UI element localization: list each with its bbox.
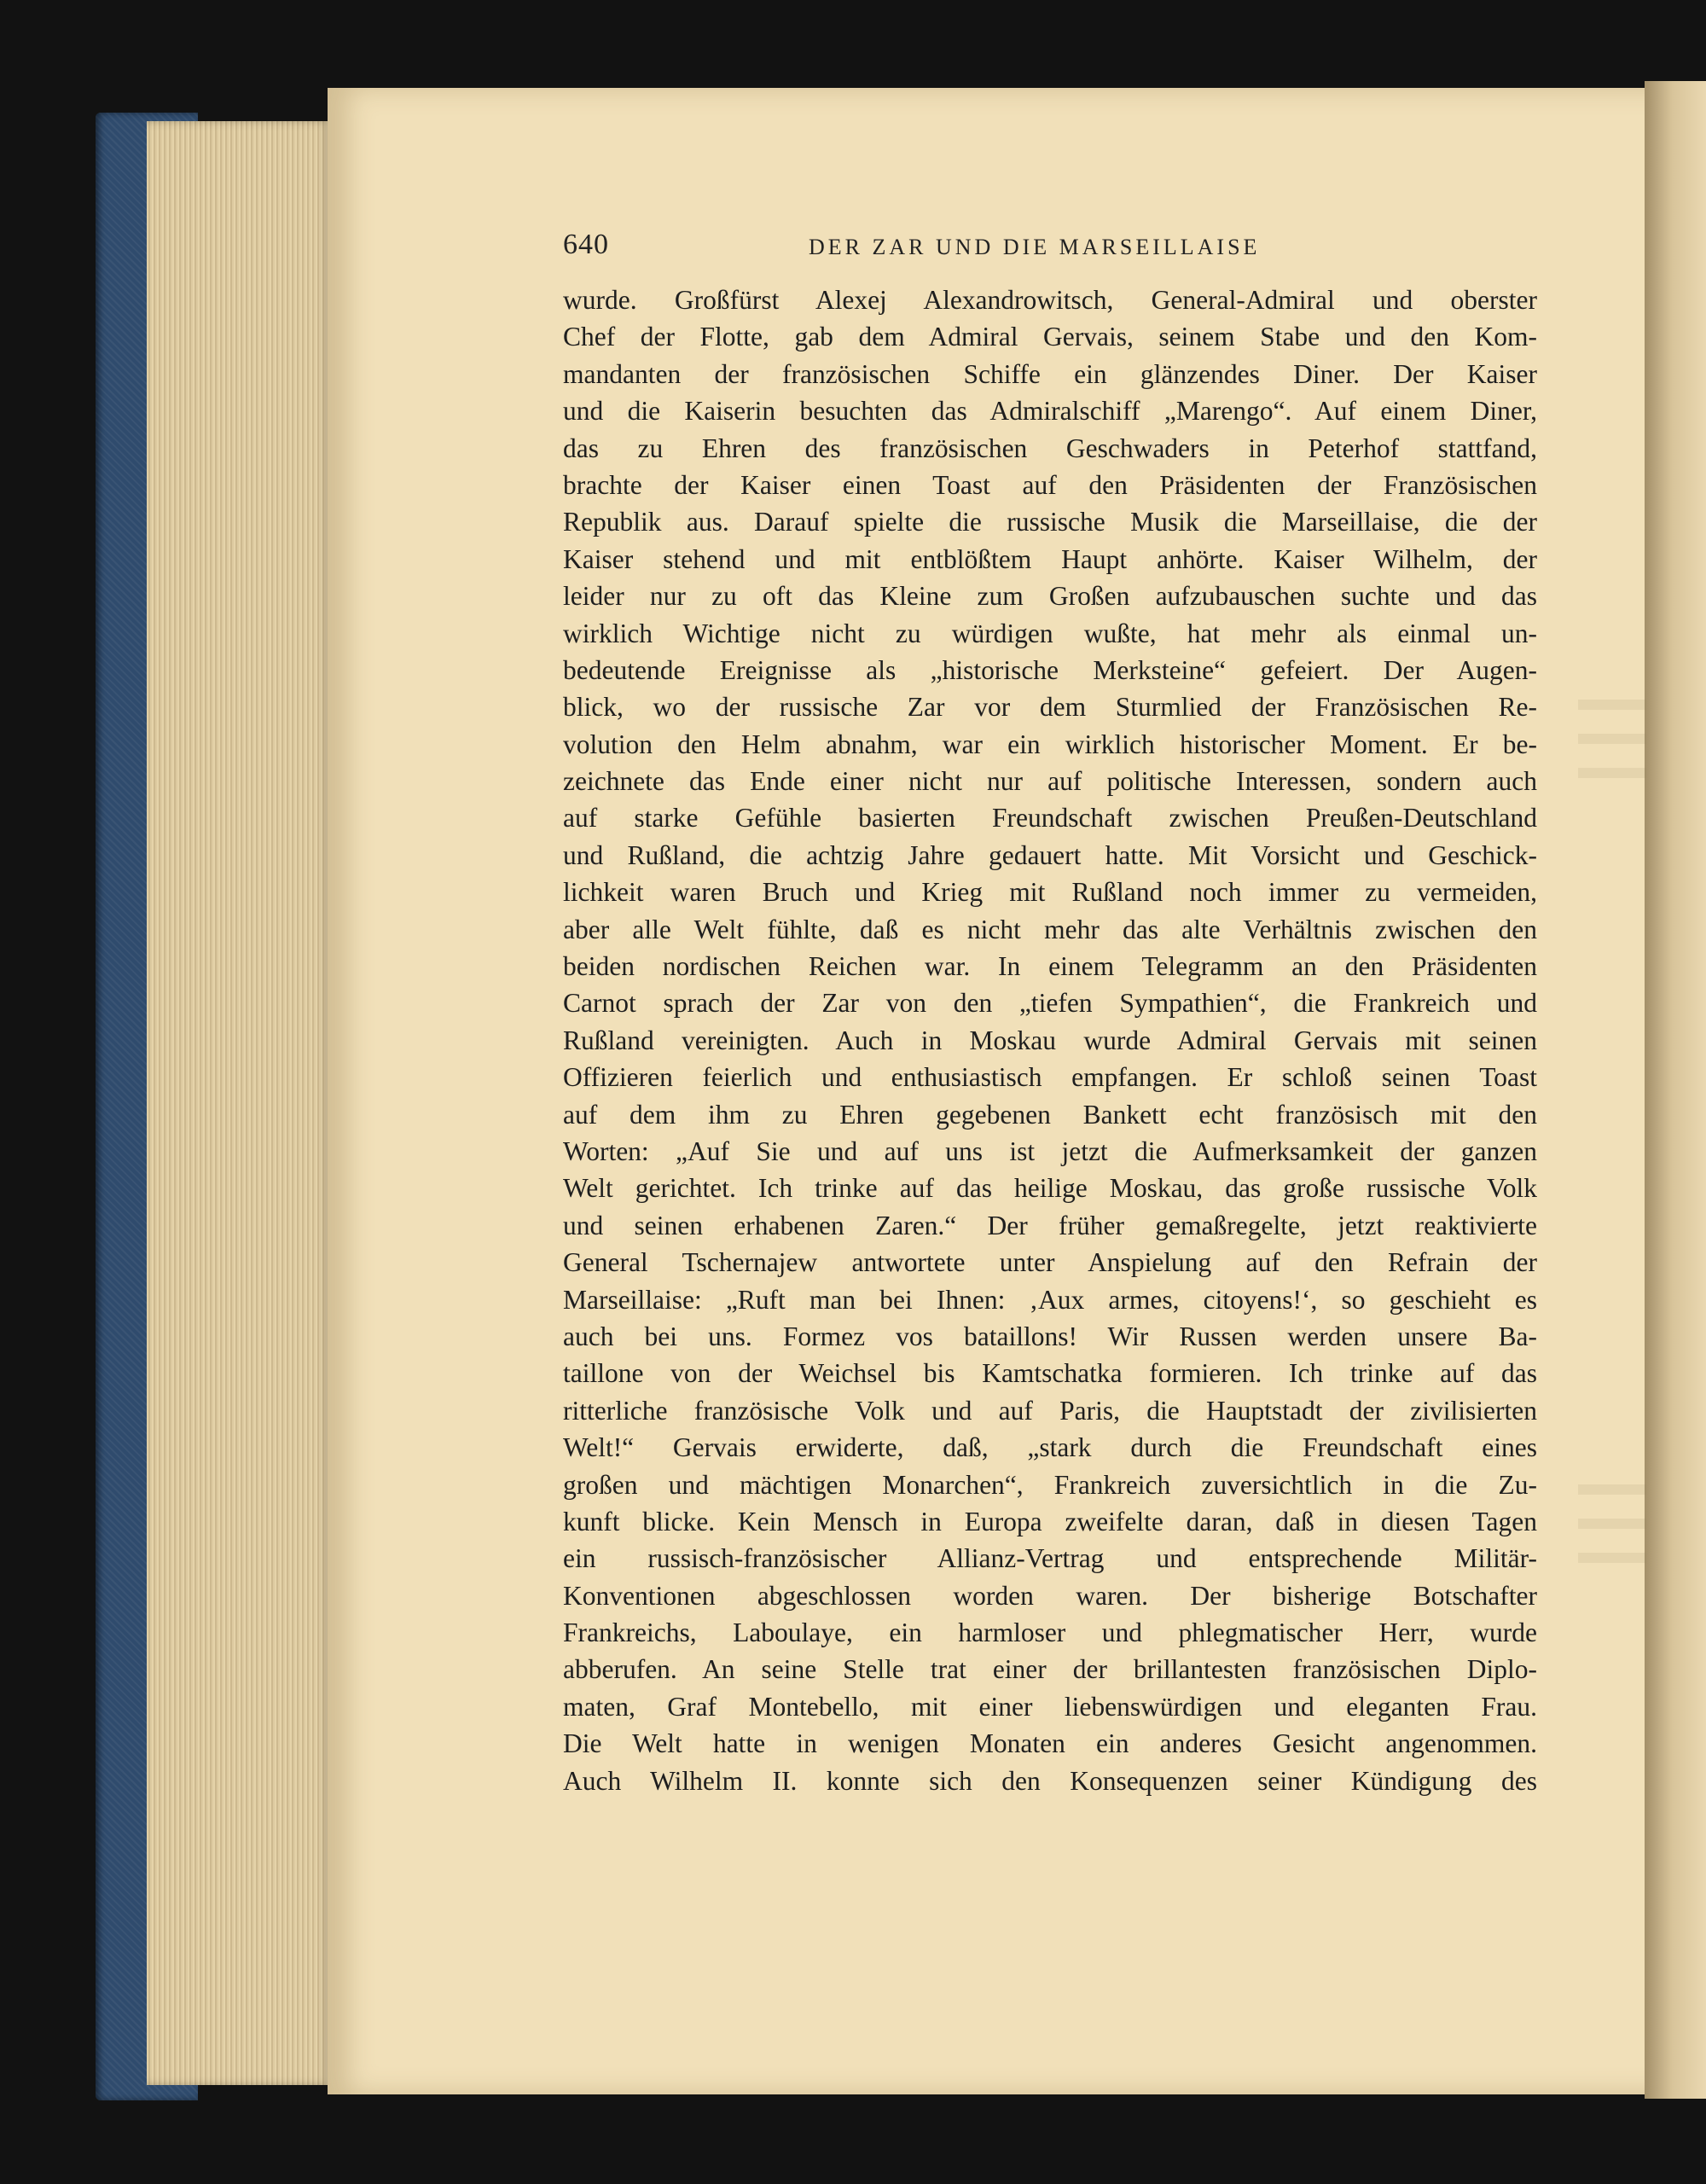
text-line: Worten: „Auf Sie und auf uns ist jetzt die Aufmerksamkeit der ganzen	[563, 1136, 1537, 1166]
page-number: 640	[563, 229, 609, 260]
text-line: kunft blicke. Kein Mensch in Europa zweifelte daran, daß in diesen Tagen	[563, 1506, 1537, 1536]
text-line: volution den Helm abnahm, war ein wirklich historischer Moment. Er be-	[563, 729, 1537, 759]
text-line: General Tschernajew antwortete unter Anspielung auf den Refrain der	[563, 1247, 1537, 1278]
text-line: Konventionen abgeschlossen worden waren. Der bisherige Botschafter	[563, 1580, 1537, 1611]
text-line: leider nur zu oft das Kleine zum Großen aufzubauschen suchte und das	[563, 581, 1537, 612]
text-line: Auch Wilhelm II. konnte sich den Konsequenzen seiner Kündigung des	[563, 1765, 1537, 1796]
text-line: brachte der Kaiser einen Toast auf den Präsidenten der Französischen	[563, 469, 1537, 500]
text-line: aber alle Welt fühlte, daß es nicht mehr das alte Verhältnis zwischen den	[563, 914, 1537, 944]
text-line: Marseillaise: „Ruft man bei Ihnen: ‚Aux armes, citoyens!‘, so geschieht es	[563, 1284, 1537, 1315]
text-line: beiden nordischen Reichen war. In einem Telegramm an den Präsidenten	[563, 951, 1537, 982]
text-line: ritterliche französische Volk und auf Paris, die Hauptstadt der zivilisierten	[563, 1395, 1537, 1426]
text-line: Offizieren feierlich und enthusiastisch empfangen. Er schloß seinen Toast	[563, 1062, 1537, 1093]
text-line: zeichnete das Ende einer nicht nur auf politische Interessen, sondern auch	[563, 766, 1537, 797]
text-line: maten, Graf Montebello, mit einer liebenswürdigen und eleganten Frau.	[563, 1691, 1537, 1722]
text-line: abberufen. An seine Stelle trat einer der brillantesten französischen Diplo-	[563, 1654, 1537, 1685]
text-line: Welt gerichtet. Ich trinke auf das heilige Moskau, das große russische Volk	[563, 1173, 1537, 1204]
text-line: blick, wo der russische Zar vor dem Sturmlied der Französischen Re-	[563, 692, 1537, 723]
text-line: Rußland vereinigten. Auch in Moskau wurde Admiral Gervais mit seinen	[563, 1025, 1537, 1055]
next-page-edge	[1645, 81, 1706, 2099]
margin-show-through	[1578, 734, 1646, 744]
text-line: Die Welt hatte in wenigen Monaten ein anderes Gesicht angenommen.	[563, 1728, 1537, 1759]
text-line: großen und mächtigen Monarchen“, Frankreich zuversichtlich in die Zu-	[563, 1469, 1537, 1500]
text-line: mandanten der französischen Schiffe ein glänzendes Diner. Der Kaiser	[563, 358, 1537, 389]
running-head: DER ZAR UND DIE MARSEILLAISE	[809, 235, 1261, 259]
text-line: bedeutende Ereignisse als „historische Merksteine“ gefeiert. Der Augen-	[563, 654, 1537, 685]
text-line: ein russisch-französischer Allianz-Vertrag und entsprechende Militär-	[563, 1543, 1537, 1574]
text-line: Welt!“ Gervais erwiderte, daß, „stark durch die Freundschaft eines	[563, 1432, 1537, 1463]
text-line: wirklich Wichtige nicht zu würdigen wußte, hat mehr als einmal un-	[563, 618, 1537, 648]
text-line: das zu Ehren des französischen Geschwaders in Peterhof stattfand,	[563, 433, 1537, 463]
margin-show-through	[1578, 1519, 1646, 1529]
margin-show-through	[1578, 768, 1646, 778]
page-edges	[147, 121, 331, 2085]
text-line: Frankreichs, Laboulaye, ein harmloser und phlegmatischer Herr, wurde	[563, 1618, 1537, 1648]
margin-show-through	[1578, 1484, 1646, 1495]
text-line: taillone von der Weichsel bis Kamtschatka formieren. Ich trinke auf das	[563, 1358, 1537, 1389]
text-line: auch bei uns. Formez vos bataillons! Wir Russen werden unsere Ba-	[563, 1321, 1537, 1351]
margin-show-through	[1578, 700, 1646, 710]
text-line: lichkeit waren Bruch und Krieg mit Rußland noch immer zu vermeiden,	[563, 877, 1537, 908]
text-line: auf starke Gefühle basierten Freundschaft zwischen Preußen-Deutschland	[563, 803, 1537, 834]
text-line: und Rußland, die achtzig Jahre gedauert hatte. Mit Vorsicht und Geschick-	[563, 839, 1537, 870]
text-line: Republik aus. Darauf spielte die russische Musik die Marseillaise, die der	[563, 507, 1537, 537]
text-line: und seinen erhabenen Zaren.“ Der früher gemaßregelte, jetzt reaktivierte	[563, 1210, 1537, 1240]
text-line: und die Kaiserin besuchten das Admiralschiff „Marengo“. Auf einem Diner,	[563, 396, 1537, 427]
text-line: auf dem ihm zu Ehren gegebenen Bankett echt französisch mit den	[563, 1099, 1537, 1130]
text-line: Kaiser stehend und mit entblößtem Haupt anhörte. Kaiser Wilhelm, der	[563, 543, 1537, 574]
body-text	[563, 282, 1537, 1799]
text-line: Carnot sprach der Zar von den „tiefen Sympathien“, die Frankreich und	[563, 988, 1537, 1019]
margin-show-through	[1578, 1553, 1646, 1563]
text-line: wurde. Großfürst Alexej Alexandrowitsch, General-Admiral und oberster	[563, 285, 1537, 315]
text-line: Chef der Flotte, gab dem Admiral Gervais, seinem Stabe und den Kom-	[563, 322, 1537, 352]
